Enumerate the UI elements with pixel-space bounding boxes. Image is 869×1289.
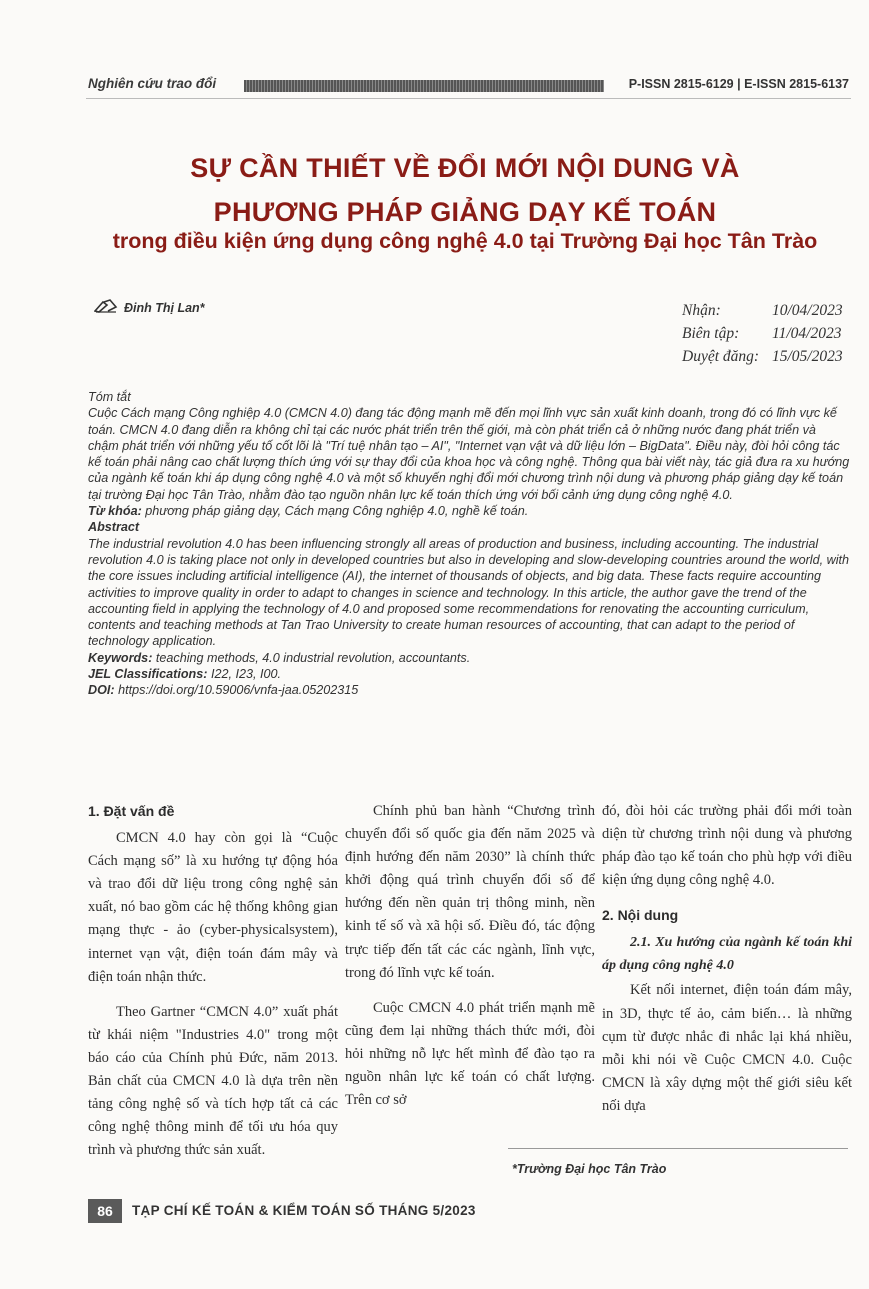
section-heading-1: 1. Đặt vấn đề: [88, 803, 175, 819]
footnote: *Trường Đại học Tân Trào: [512, 1162, 667, 1176]
abstract-en-heading: Abstract: [88, 520, 140, 535]
issn: P-ISSN 2815-6129 | E-ISSN 2815-6137: [628, 77, 849, 91]
body-column-1: [88, 800, 338, 1174]
title-line-2: PHƯƠNG PHÁP GIẢNG DẠY KẾ TOÁN: [213, 197, 717, 227]
paragraph: Theo Gartner “CMCN 4.0” xuất phát từ khái niệm "Industries 4.0" trong một báo cáo của Chính phủ Đức, năm 2013. Bản chất của CMCN 4.0 là dựa trên nền tảng công nghệ số và tích hợp tất cả các công nghệ thông minh để tối ưu hóa quy trình và phương thức sản xuất.: [88, 1003, 338, 1159]
paragraph: CMCN 4.0 hay còn gọi là “Cuộc Cách mạng số” là xu hướng tự động hóa và trao đổi dữ liệu trong công nghệ sản xuất, nó bao gồm các hệ thống không gian mạng thực - ảo (cyber-physicalsystem), internet vạn vật, điện toán đám mây và điện toán nhận thức.: [88, 830, 338, 985]
keywords-vi: Từ khóa: phương pháp giảng dạy, Cách mạng Công nghiệp 4.0, nghề kế toán.: [88, 504, 529, 519]
title-line-1: SỰ CẦN THIẾT VỀ ĐỔI MỚI NỘI DUNG VÀ: [190, 153, 740, 183]
keywords-en: Keywords: teaching methods, 4.0 industrial revolution, accountants.: [88, 650, 471, 665]
jel-classifications: JEL Classifications: I22, I23, I00.: [88, 667, 281, 682]
header-decor-bar: [244, 80, 604, 92]
abstract-vi-heading: Tóm tắt: [88, 390, 131, 404]
article-title: [60, 146, 869, 234]
abstract-block: [88, 389, 850, 699]
abstract-vi-text: Cuộc Cách mạng Công nghiệp 4.0 (CMCN 4.0) đang tác động mạnh mẽ đến mọi lĩnh vực sản xuất kinh doanh, trong đó có lĩnh vực kế toán. CMCN 4.0 đang diễn ra không chỉ tại các nước phát triển trên thế giới, mà còn phát triển cả ở những nước đang phát triển và chậm phát triển với những yếu tố cốt lõi là "Trí tuệ nhân tạo – AI", "Internet vạn vật và dữ liệu lớn – BigData". Điều này, đòi hỏi công tác kế toán phải nâng cao chất lượng thích ứng với sự thay đổi của khoa học và công nghệ. Thông qua bài viết này, tác giả đưa ra xu hướng của ngành kế toán khi áp dụng công nghệ 4.0 và một số khuyến nghị đổi mới chương trình nội dung và phương pháp giảng dạy kế toán tại trường Đại học Tân Trào, nhằm đào tạo nguồn nhân lực kế toán thích ứng với bối cảnh ứng dụng công nghệ 4.0.: [88, 406, 850, 502]
doi-link[interactable]: https://doi.org/10.59006/vnfa-jaa.05202315: [118, 683, 359, 698]
doi: DOI: https://doi.org/10.59006/vnfa-jaa.05202315: [88, 683, 359, 698]
author: [94, 299, 205, 316]
subsection-heading-2-1: 2.1. Xu hướng của ngành kế toán khi áp dụng công nghệ 4.0: [602, 935, 852, 974]
body-column-3: [602, 800, 852, 1130]
paragraph: Cuộc CMCN 4.0 phát triển mạnh mẽ cũng đem lại những thách thức mới, đòi hỏi những nỗ lực hết mình để đào tạo ra nguồn nhân lực kế toán có chất lượng. Trên cơ sở: [345, 999, 595, 1109]
footnote-divider: [508, 1148, 848, 1149]
header-divider: [86, 98, 851, 99]
paragraph: đó, đòi hỏi các trường phải đổi mới toàn diện từ chương trình nội dung và phương pháp đào tạo kế toán cho phù hợp với điều kiện ứng dụng công nghệ 4.0.: [602, 803, 852, 889]
paragraph: Kết nối internet, điện toán đám mây, in 3D, thực tế ảo, cảm biến… là những cụm từ được nhắc đi nhắc lại khá nhiều, mỗi khi nói về Cuộc CMCN 4.0. Cuộc CMCN là xây dựng một thế giới siêu kết nối dựa: [602, 982, 852, 1114]
journal-name: TẠP CHÍ KẾ TOÁN & KIỂM TOÁN SỐ THÁNG 5/2023: [132, 1203, 476, 1218]
abstract-en-text: The industrial revolution 4.0 has been influencing strongly all areas of production and business, including accounting. The industrial revolution 4.0 is taking place not only in developed countries but also in developing and slow-developing countries around the world, with the core issues including artificial intelligence (AI), the internet of thousands of objects, and big data. These facts require accounting activities to improve quality in order to adapt to changes in science and technology. In this article, the author gave the trend of the accounting field in applying the technology of 4.0 and proposed some recommendations for renovating the accounting curriculum, contents and teaching methods at Tan Trao University to create human resources of accounting, that can adapt to the period of technology application.: [88, 536, 849, 649]
article-subtitle: trong điều kiện ứng dụng công nghệ 4.0 tại Trường Đại học Tân Trào: [112, 229, 818, 253]
date-received: Nhận: 10/04/2023: [682, 302, 843, 319]
author-name: Đinh Thị Lan*: [124, 300, 205, 315]
section-heading-2: 2. Nội dung: [602, 907, 679, 924]
paragraph: Chính phủ ban hành “Chương trình chuyển đổi số quốc gia đến năm 2025 và định hướng đến năm 2030” là chính thức khởi động quá trình chuyển đổi số để hướng đến nền quản trị thông minh, nền kinh tế số và xã hội số. Điều đó, tác động trực tiếp đến tất các các ngành, lĩnh vực, trong đó lĩnh vực kế toán.: [345, 803, 595, 981]
body-column-2: [345, 800, 595, 1124]
pen-icon: [94, 299, 118, 316]
page-number: 86: [88, 1199, 122, 1223]
date-edited: Biên tập: 11/04/2023: [682, 325, 842, 342]
submission-dates: [682, 299, 843, 368]
section-label: Nghiên cứu trao đổi: [88, 76, 217, 91]
date-accepted: Duyệt đăng: 15/05/2023: [682, 348, 843, 365]
